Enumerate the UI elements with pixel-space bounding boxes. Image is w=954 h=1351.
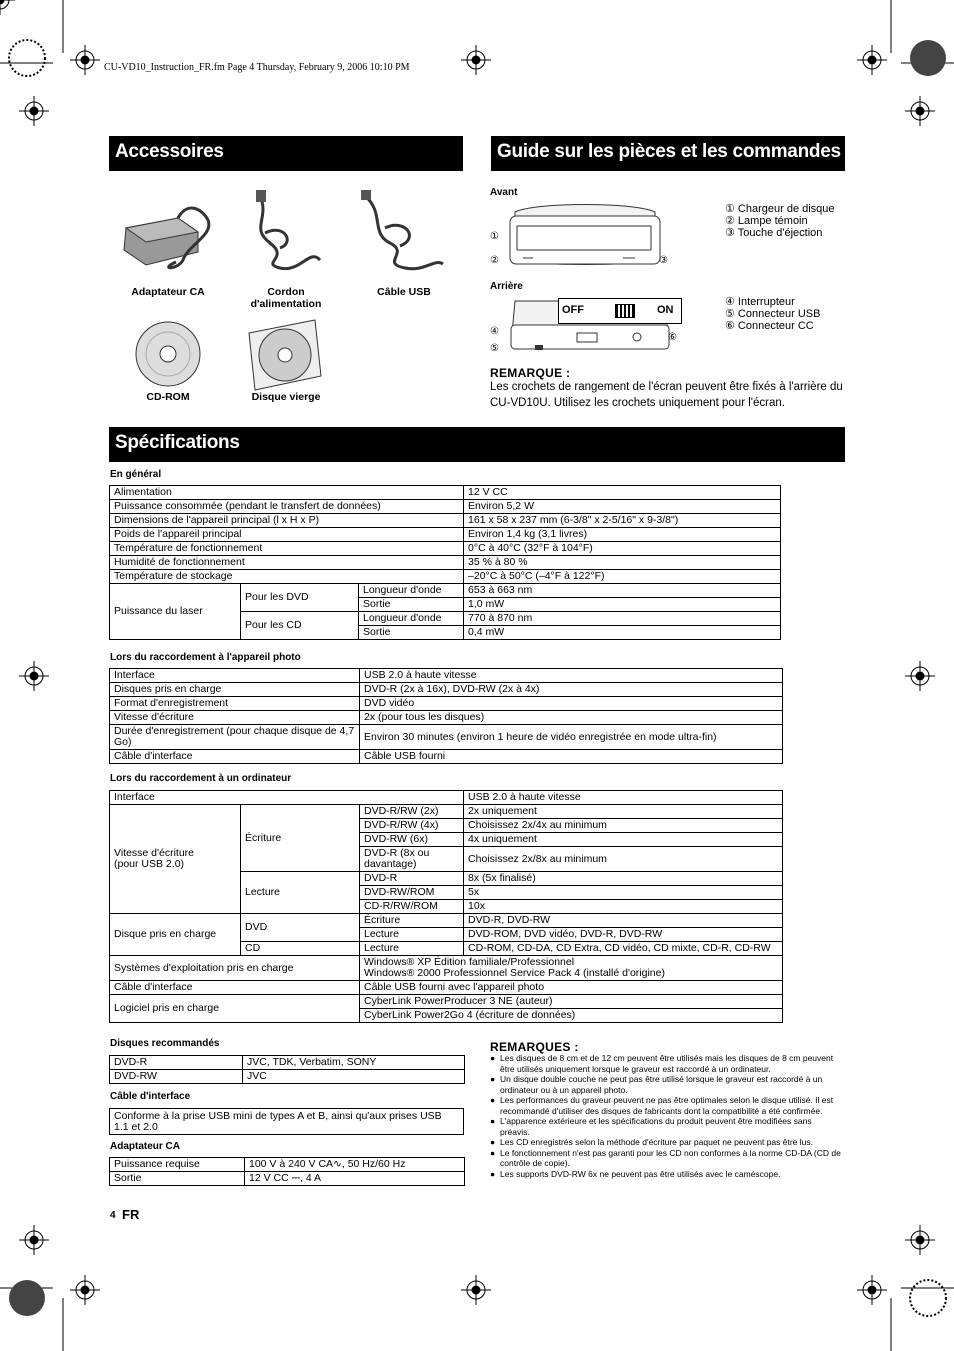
table-row: DVD-RW/ROM 5x — [110, 886, 783, 900]
table-row: Disque pris en charge DVD Écriture DVD-R, DVD-RW — [110, 914, 783, 928]
table-row: Sortie 0,4 mW — [110, 626, 781, 640]
accessory-label-cordon: Cordon d'alimentation — [250, 286, 322, 310]
bullet-icon: ● — [490, 1147, 496, 1158]
table-row: Format d'enregistrement DVD vidéo — [110, 697, 783, 711]
bullet-icon: ● — [490, 1095, 496, 1105]
table-row: Sortie 1,0 mW — [110, 598, 781, 612]
table-row: Puissance du laser Pour les DVD Longueur d'onde 653 à 663 nm — [110, 584, 781, 598]
table-row: Câble d'interface Câble USB fourni — [110, 750, 783, 764]
table-row: CyberLink Power2Go 4 (écriture de données) — [110, 1009, 783, 1023]
accessory-label-adaptateur: Adaptateur CA — [131, 286, 205, 298]
bullet-icon: ● — [490, 1053, 496, 1063]
disques-heading: Disques recommandés — [110, 1038, 220, 1049]
remarque-title: REMARQUE : — [490, 366, 571, 380]
accessory-label-disque: Disque vierge — [251, 391, 321, 403]
switch-off-label: OFF — [562, 304, 584, 316]
rear-part-4: ④ Interrupteur — [725, 296, 795, 308]
table-row: Puissance requise 100 V à 240 V CA∿, 50 Hz/60 Hz — [110, 1158, 465, 1172]
remarques-list — [490, 1053, 842, 1179]
cable-table — [109, 1108, 464, 1135]
disque-label: Disque pris en charge — [110, 914, 241, 956]
computer-heading: Lors du raccordement à un ordinateur — [110, 773, 292, 784]
callout-2: ② — [490, 255, 499, 266]
ac-adapter-image — [118, 190, 218, 275]
table-row: Température de stockage –20°C à 50°C (–4°F à 122°F) — [110, 570, 781, 584]
file-info-header: CU-VD10_Instruction_FR.fm Page 4 Thursday, February 9, 2006 10:10 PM — [104, 62, 410, 73]
vitesse-label: Vitesse d'écriture (pour USB 2.0) — [110, 805, 241, 914]
table-row: Lecture DVD-R 8x (5x finalisé) — [110, 872, 783, 886]
accessory-label-usb: Câble USB — [377, 286, 431, 298]
table-row — [110, 956, 783, 981]
camera-spec-table — [109, 668, 783, 764]
adaptateur-heading: Adaptateur CA — [110, 1141, 181, 1152]
callout-4: ④ — [490, 326, 499, 337]
front-part-3: ③ Touche d'éjection — [725, 227, 823, 239]
cable-heading: Câble d'interface — [110, 1091, 191, 1102]
list-item: ● Les CD enregistrés selon la méthode d'écriture par paquet ne peuvent pas être lus. — [490, 1137, 814, 1147]
adaptateur-table — [109, 1157, 465, 1186]
table-row: Humidité de fonctionnement 35 % à 80 % — [110, 556, 781, 570]
table-row: DVD-R/RW (4x) Choisissez 2x/4x au minimum — [110, 819, 783, 833]
table-row: Puissance consommée (pendant le transfert de données) Environ 5,2 W — [110, 500, 781, 514]
accessory-label-cdrom: CD-ROM — [146, 391, 190, 403]
blank-disc-image — [245, 318, 325, 393]
remarque-text: Les crochets de rangement de l'écran peuvent être fixés à l'arrière du CU-VD10U. Utilisez les crochets uniquement pour l'écran. — [490, 381, 843, 409]
table-row: Sortie 12 V CC ⎓, 4 A — [110, 1172, 465, 1186]
table-row: Température de fonctionnement 0°C à 40°C (32°F à 104°F) — [110, 542, 781, 556]
table-row: Dimensions de l'appareil principal (l x H x P) 161 x 58 x 237 mm (6-3/8" x 2-5/16" x 9-3/8") — [110, 514, 781, 528]
os-line-2: Windows® 2000 Professionnel Service Pack 4 (installé d'origine) — [364, 967, 665, 979]
list-item: ● L'apparence extérieure et les spécifications du produit peuvent être modifiées sans préavis. — [490, 1116, 812, 1137]
language-label: FR — [122, 1207, 140, 1222]
table-row: DVD-RW (6x) 4x uniquement — [110, 833, 783, 847]
arriere-label: Arrière — [490, 281, 523, 292]
table-row: Logiciel pris en charge CyberLink PowerProducer 3 NE (auteur) — [110, 995, 783, 1009]
list-item: ● Les supports DVD-RW 6x ne peuvent pas être utilisés avec le caméscope. — [490, 1168, 781, 1179]
list-item: ● Le fonctionnement n'est pas garanti pour les CD non conformes à la norme CD-DA (CD de contrôle de copie). — [490, 1147, 841, 1168]
bullet-icon: ● — [490, 1074, 496, 1084]
table-row: Alimentation 12 V CC — [110, 486, 781, 500]
front-part-1: ① Chargeur de disque — [725, 203, 835, 215]
guide-title: Guide sur les pièces et les commandes — [491, 136, 845, 171]
front-parts-list — [725, 203, 835, 239]
switch-icon — [615, 304, 635, 318]
camera-heading: Lors du raccordement à l'appareil photo — [110, 652, 301, 663]
os-label: Systèmes d'exploitation pris en charge — [110, 956, 360, 981]
table-row: Poids de l'appareil principal Environ 1,4 kg (3,1 livres) — [110, 528, 781, 542]
table-row: DVD-R (8x ou davantage) Choisissez 2x/8x au minimum — [110, 847, 783, 872]
front-view-image — [505, 200, 665, 270]
front-part-2: ② Lampe témoin — [725, 215, 808, 227]
computer-spec-table — [109, 790, 783, 1023]
table-row: Interface USB 2.0 à haute vitesse — [110, 669, 783, 683]
rear-part-6: ⑥ Connecteur CC — [725, 320, 814, 332]
callout-1: ① — [490, 231, 499, 242]
table-row: Durée d'enregistrement (pour chaque disque de 4,7 Go) Environ 30 minutes (environ 1 heure de vidéo enregistrée en mode ultra-fin) — [110, 725, 783, 750]
general-heading: En général — [110, 469, 162, 480]
remarques-title: REMARQUES : — [490, 1040, 579, 1054]
general-spec-table — [109, 485, 781, 640]
laser-label: Puissance du laser — [110, 584, 241, 640]
os-line-1: Windows® XP Édition familiale/Professionnel — [364, 956, 575, 968]
table-row: Conforme à la prise USB mini de types A et B, ainsi qu'aux prises USB 1.1 et 2.0 — [110, 1109, 464, 1135]
table-row: Disques pris en charge DVD-R (2x à 16x), DVD-RW (2x à 4x) — [110, 683, 783, 697]
list-item: ● Les disques de 8 cm et de 12 cm peuvent être utilisés mais les disques de 8 cm peuvent être utilisés uniquement lorsque le graveur est raccordé à un ordinateur. — [490, 1053, 834, 1074]
disques-table — [109, 1055, 465, 1084]
switch-on-label: ON — [657, 304, 674, 316]
list-item: ● Les performances du graveur peuvent ne pas être optimales selon le disque utilisé. Il est recommandé d'utiliser des disques de fabricants dont la compatibilité a été confirmée. — [490, 1095, 834, 1116]
rear-parts-list — [725, 296, 820, 332]
table-row: Câble d'interface Câble USB fourni avec l'appareil photo — [110, 981, 783, 995]
table-row: Vitesse d'écriture (pour USB 2.0) Écriture DVD-R/RW (2x) 2x uniquement — [110, 805, 783, 819]
table-row: Interface USB 2.0 à haute vitesse — [110, 791, 783, 805]
table-row: Pour les CD Longueur d'onde 770 à 870 nm — [110, 612, 781, 626]
bullet-icon: ● — [490, 1116, 496, 1126]
specifications-title: Spécifications — [109, 427, 845, 462]
bullet-icon: ● — [490, 1168, 496, 1179]
callout-3: ③ — [659, 255, 668, 266]
cd-rom-image — [134, 320, 204, 390]
rear-part-5: ⑤ Connecteur USB — [725, 308, 821, 320]
list-item: ● Un disque double couche ne peut pas être utilisé lorsque le graveur est raccordé à un ordinateur ou à un appareil photo. — [490, 1074, 823, 1095]
logiciel-label: Logiciel pris en charge — [110, 995, 360, 1023]
callout-5: ⑤ — [490, 343, 499, 354]
table-row: Lecture DVD-ROM, DVD vidéo, DVD-R, DVD-RW — [110, 928, 783, 942]
bullet-icon: ● — [490, 1137, 496, 1147]
usb-cable-image — [355, 188, 450, 278]
table-row: DVD-R JVC, TDK, Verbatim, SONY — [110, 1056, 465, 1070]
page-number: 4 — [110, 1210, 116, 1221]
callout-6: ⑥ — [668, 332, 677, 343]
avant-label: Avant — [490, 187, 518, 198]
table-row: CD Lecture CD-ROM, CD-DA, CD Extra, CD vidéo, CD mixte, CD-R, CD-RW — [110, 942, 783, 956]
power-switch-inset — [558, 298, 682, 324]
table-row: CD-R/RW/ROM 10x — [110, 900, 783, 914]
table-row: DVD-RW JVC — [110, 1070, 465, 1084]
table-row: Vitesse d'écriture 2x (pour tous les disques) — [110, 711, 783, 725]
accessoires-title: Accessoires — [109, 136, 463, 171]
power-cord-image — [240, 188, 330, 278]
